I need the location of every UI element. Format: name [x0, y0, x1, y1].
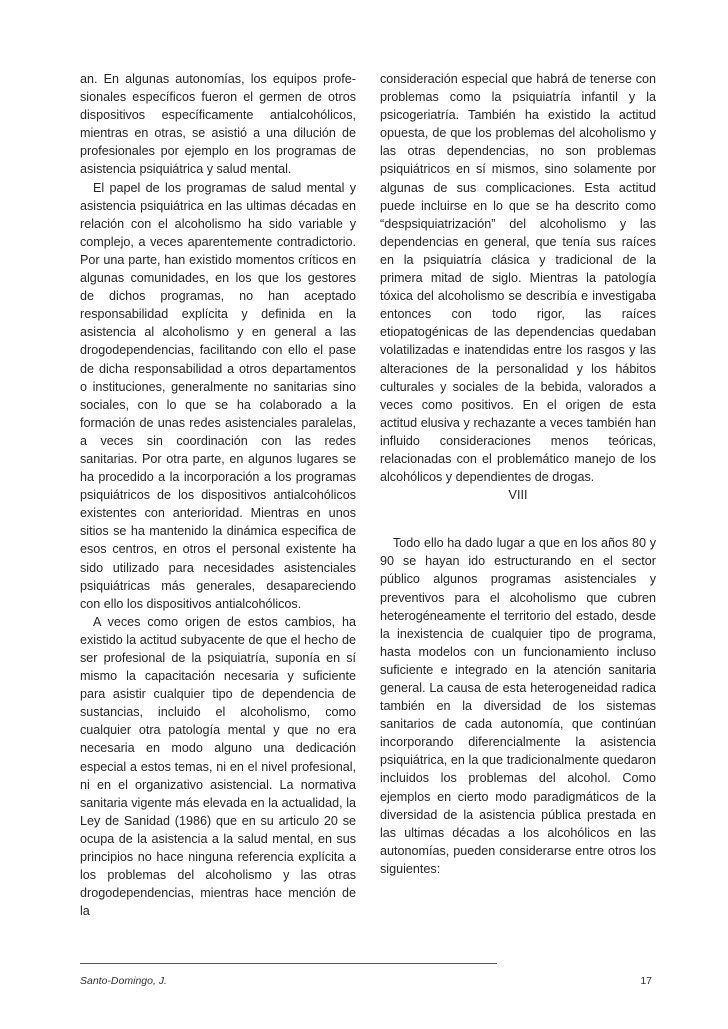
section-heading: VIII	[508, 488, 528, 503]
footer-rule	[80, 963, 497, 964]
paragraph: Todo ello ha dado lugar a que en los años 80 y 90 se hayan ido estructurando en el sector público algunos programas asistenciales y preventivos para el alcoholismo que cubren heterogéneamente el territorio del estado, desde la inexistencia de cualquier tipo de programa, hasta modelos con un funcionamiento incluso suficiente e integrado en la atención sanitaria general. La causa de esta heterogeneidad radica también en la diversidad de los sistemas sanitarios de cada autonomía, que continúan incorporando diferencialmente la asistencia psiquiátrica, en la que tradicionalmente quedaron incluidos los problemas del alcohol. Como ejemplos en cierto modo paradigmáticos de la diversidad de la asistencia pública prestada en las ultimas décadas a los alcohólicos en las autonomías, pueden considerarse entre otros los siguientes:	[380, 536, 656, 876]
paragraph-continuation: an. En algunas autonomías, los equipos profesionales específicos fueron el germen de otros dispositivos específicamente antialcohólicos, mientras en otras, se asistió a una dilución de profesionales por ejemplo en los programas de asistencia psiquiátrica y salud mental.	[80, 72, 356, 177]
paragraph-continuation: consideración especial que habrá de tenerse con problemas como la psiquiatría infantil y la psicogeriatría. También ha existido la actitud opuesta, de que los problemas del alcoholismo y las otras dependencias, no son problemas psiquiátricos en sí mismos, sino solamente por algunas de sus complicaciones. Esta actitud puede incluirse en lo que se ha descrito como “despsiquiatrización” del alcoholismo y las dependencias en general, que tenía sus raíces en la psiquiatría clásica y tradicional de la primera mitad de siglo. Mientras la patología tóxica del alcoholismo se describía e investigaba entonces con todo rigor, las raíces etiopatogénicas de las dependencias quedaban volatilizadas e inatendidas entre los rasgos y las alteraciones de la personalidad y los hábitos culturales y sociales de la bebida, valorados a veces como positivos. En el origen de esta actitud elusiva y rechazante a veces también han influido consideraciones menos teóricas, relacionadas con el problemático manejo de los alcohólicos y dependientes de drogas.	[380, 72, 656, 485]
footer-author: Santo-Domingo, J.	[80, 975, 167, 987]
right-column	[380, 70, 656, 878]
page-number: 17	[640, 975, 652, 987]
left-column	[80, 70, 356, 920]
paragraph: El papel de los programas de salud mental y asistencia psiquiátrica en las ultimas décadas en relación con el alcoholismo ha sido variable y complejo, a veces aparentemente contradictorio. Por una parte, han existido momentos críticos en algunas comunidades, en los que los gestores de dichos programas, no han aceptado responsabilidad explícita y definida en la asistencia al alcoholismo y en general a las drogodependencias, facilitando con ello el pase de dicha responsabilidad a otros departamentos o instituciones, generalmente no sanitarias sino sociales, con lo que se ha colaborado a la formación de unas redes asistenciales paralelas, a veces sin coordinación con las redes sanitarias. Por otra parte, en algunos lugares se ha procedido a la incorporación a los programas psiquiátricos de los dispositivos antialcohólicos existentes con anterioridad. Mientras en unos sitios se ha mantenido la dinámica especifica de esos centros, en otros el personal existente ha sido utilizado para necesidades asistenciales psiquiátricas más generales, desapareciendo con ello los dispositivos antialcohólicos.	[80, 180, 356, 611]
paragraph: A veces como origen de estos cambios, ha existido la actitud subyacente de que el hecho de ser profesional de la psiquiatría, suponía en sí mismo la capacitación necesaria y suficiente para asistir cualquier tipo de dependencia de sustancias, incluido el alcoholismo, como cualquier otra patología mental y que no era necesaria en modo alguno una dedicación especial a estos temas, ni en el nivel profesional, ni en el organizativo asistencial. La normativa sanitaria vigente más elevada en la actualidad, la Ley de Sanidad (1986) que en su articulo 20 se ocupa de la asistencia a la salud mental, en sus principios no hace ninguna referencia explícita a los problemas del alcoholismo y las otras drogodependencias, mientras hace mención de la	[80, 614, 356, 919]
